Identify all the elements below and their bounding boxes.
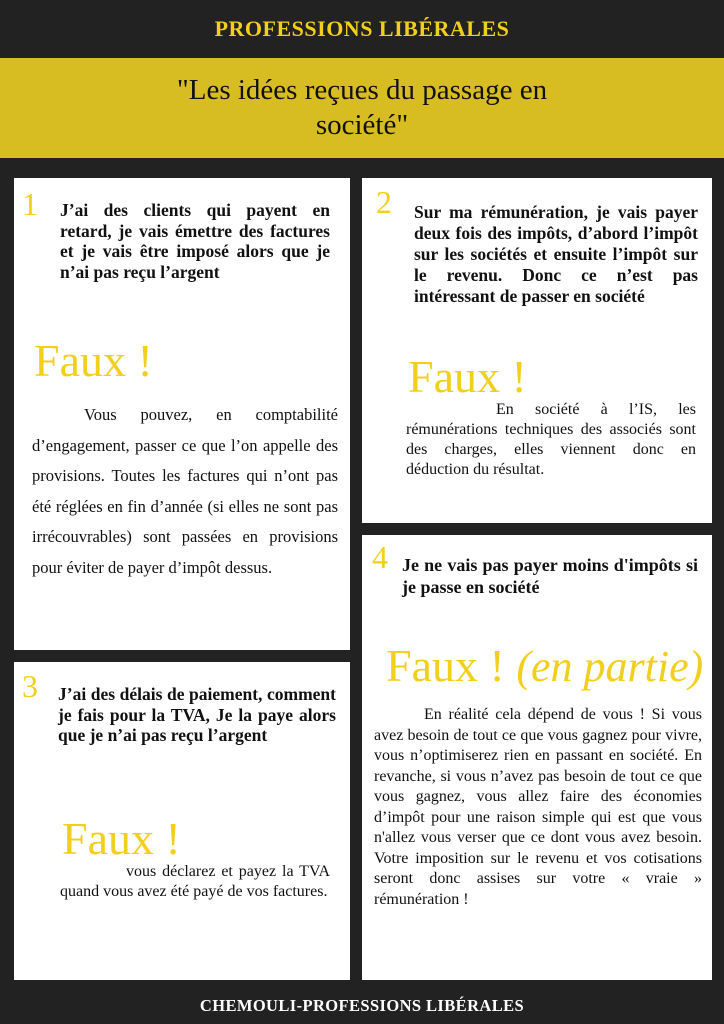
page-title: "Les idées reçues du passage en société" [176, 73, 548, 141]
card-question: Sur ma rémunération, je vais payer deux fois des impôts, d’abord l’impôt sur les sociétés et ensuite l’impôt sur le revenu. Donc ce n’est pas intéressant de passer en société [414, 202, 698, 306]
card-question: J’ai des clients qui payent en retard, je vais émettre des factures et je vais être imposé alors que je n’ai pas reçu l’argent [60, 200, 330, 282]
card-answer: En réalité cela dépend de vous ! Si vous avez besoin de tout ce que vous gagnez pour vivre, vous n’optimiserez rien en passant en société. En revanche, si vous n’avez pas besoin de tout ce que vous gagnez, vous allez faire des économies d’impôt pour une raison simple qui est que vous n'allez vous verser que ce dont vous avez besoin. Votre imposition sur le revenu et vos cotisations seront donc assises sur votre « vraie » rémunération ! [374, 706, 702, 908]
verdict-text: Faux ! [386, 640, 505, 691]
card-2 [362, 178, 712, 523]
category-heading: PROFESSIONS LIBÉRALES [214, 16, 510, 41]
card-verdict: Faux ! [62, 813, 181, 864]
verdict-note: (en partie) [516, 642, 704, 691]
card-answer: vous déclarez et payez la TVA quand vous avez été payé de vos factures. [60, 863, 330, 900]
card-question: J’ai des délais de paiement, comment je fais pour la TVA, Je la paye alors que je n’ai pas reçu l’argent [58, 684, 336, 746]
card-verdict: Faux ! [34, 335, 153, 386]
card-1 [14, 178, 350, 650]
card-answer: En société à l’IS, les rémunérations techniques des associés sont des charges, elles viennent donc en déduction du résultat. [406, 401, 696, 478]
title-banner [0, 58, 724, 158]
card-question: Je ne vais pas payer moins d'impôts si je passe en société [402, 555, 698, 597]
card-3 [14, 662, 350, 980]
card-4 [362, 535, 712, 980]
card-number: 1 [22, 186, 38, 222]
card-number: 3 [22, 668, 38, 704]
card-verdict [386, 640, 704, 691]
card-answer: Vous pouvez, en comptabilité d’engagement, passer ce que l’on appelle des provisions. Toutes les factures qui n’ont pas été réglées en fin d’année (si elles ne sont pas irrécouvrables) sont passées en provisions pour éviter de payer d’impôt dessus. [32, 405, 338, 577]
footer [0, 988, 724, 1024]
card-verdict: Faux ! [408, 351, 527, 402]
footer-text: CHEMOULI-PROFESSIONS LIBÉRALES [199, 996, 525, 1015]
top-bar [0, 0, 724, 58]
card-number: 2 [376, 184, 392, 220]
card-number: 4 [372, 539, 388, 575]
